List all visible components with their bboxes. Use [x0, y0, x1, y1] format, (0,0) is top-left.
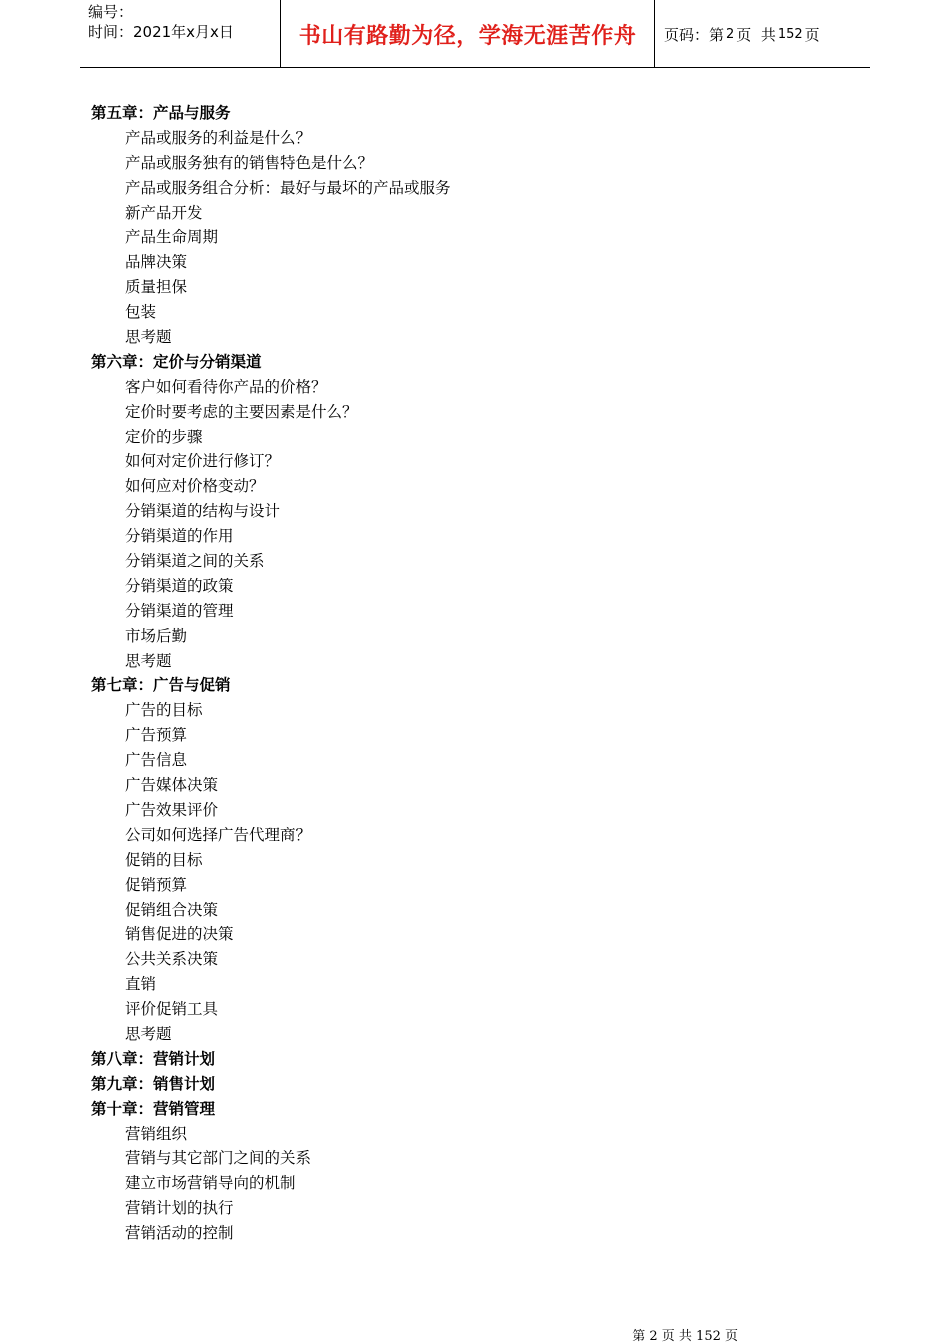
section-item: 如何对定价进行修订？	[125, 452, 281, 471]
section-item: 分销渠道的结构与设计	[125, 502, 281, 521]
header-meta	[88, 2, 278, 42]
page-suffix: 页	[804, 25, 820, 44]
section-item: 新产品开发	[125, 203, 203, 222]
section-item: 营销组织	[125, 1124, 188, 1143]
section-item: 产品生命周期	[125, 228, 219, 247]
page-header	[80, 0, 870, 68]
section-item: 分销渠道的作用	[125, 527, 234, 546]
section-item: 公司如何选择广告代理商？	[125, 825, 312, 844]
chapter-heading: 第七章：广告与促销	[91, 676, 231, 695]
document-number-label: 编号：	[88, 3, 134, 21]
section-item: 营销与其它部门之间的关系	[125, 1149, 312, 1168]
section-item: 定价的步骤	[125, 427, 203, 446]
page-mid: 页 共	[736, 25, 776, 44]
section-item: 营销计划的执行	[125, 1199, 234, 1218]
section-item: 客户如何看待你产品的价格？	[125, 377, 327, 396]
section-item: 广告的目标	[125, 701, 203, 720]
section-item: 建立市场营销导向的机制	[125, 1174, 296, 1193]
page-number: 2	[726, 26, 735, 42]
section-item: 产品或服务组合分析：最好与最坏的产品或服务	[125, 178, 451, 197]
section-item: 分销渠道之间的关系	[125, 552, 265, 571]
chapter-heading: 第六章：定价与分销渠道	[91, 352, 262, 371]
section-item: 促销组合决策	[125, 900, 219, 919]
section-item: 广告媒体决策	[125, 776, 219, 795]
section-item: 市场后勤	[125, 626, 188, 645]
section-item: 评价促销工具	[125, 1000, 219, 1019]
section-item: 公共关系决策	[125, 950, 219, 969]
document-date: 时间：2021年x月x日	[88, 23, 234, 41]
table-of-contents	[91, 101, 851, 1246]
section-item: 广告信息	[125, 751, 188, 770]
section-item: 分销渠道的政策	[125, 576, 234, 595]
section-item: 促销的目标	[125, 850, 203, 869]
chapter-heading: 第十章：营销管理	[91, 1099, 216, 1118]
section-item: 促销预算	[125, 875, 188, 894]
page-footer: 第 2 页 共 152 页	[632, 1329, 738, 1344]
section-item: 定价时要考虑的主要因素是什么？	[125, 402, 358, 421]
page-total: 152	[777, 26, 803, 42]
section-item: 产品或服务独有的销售特色是什么？	[125, 153, 374, 172]
section-item: 思考题	[125, 1024, 172, 1043]
section-item: 分销渠道的管理	[125, 601, 234, 620]
section-item: 产品或服务的利益是什么？	[125, 128, 312, 147]
section-item: 如何应对价格变动？	[125, 477, 265, 496]
chapter-heading: 第九章：销售计划	[91, 1074, 216, 1093]
section-item: 广告预算	[125, 726, 188, 745]
header-divider	[654, 0, 655, 68]
section-item: 品牌决策	[125, 253, 188, 272]
section-item: 营销活动的控制	[125, 1224, 234, 1243]
chapter-heading: 第八章：营销计划	[91, 1049, 216, 1068]
header-motto: 书山有路勤为径，学海无涯苦作舟	[298, 23, 637, 49]
section-item: 包装	[125, 303, 157, 322]
section-item: 思考题	[125, 328, 172, 347]
chapter-heading: 第五章：产品与服务	[91, 104, 231, 122]
section-item: 质量担保	[125, 278, 188, 297]
section-item: 直销	[125, 975, 157, 994]
header-page-info	[664, 0, 820, 68]
page-prefix: 页码：第	[664, 25, 725, 44]
section-item: 广告效果评价	[125, 800, 219, 819]
section-item: 思考题	[125, 651, 172, 670]
section-item: 销售促进的决策	[125, 925, 234, 944]
